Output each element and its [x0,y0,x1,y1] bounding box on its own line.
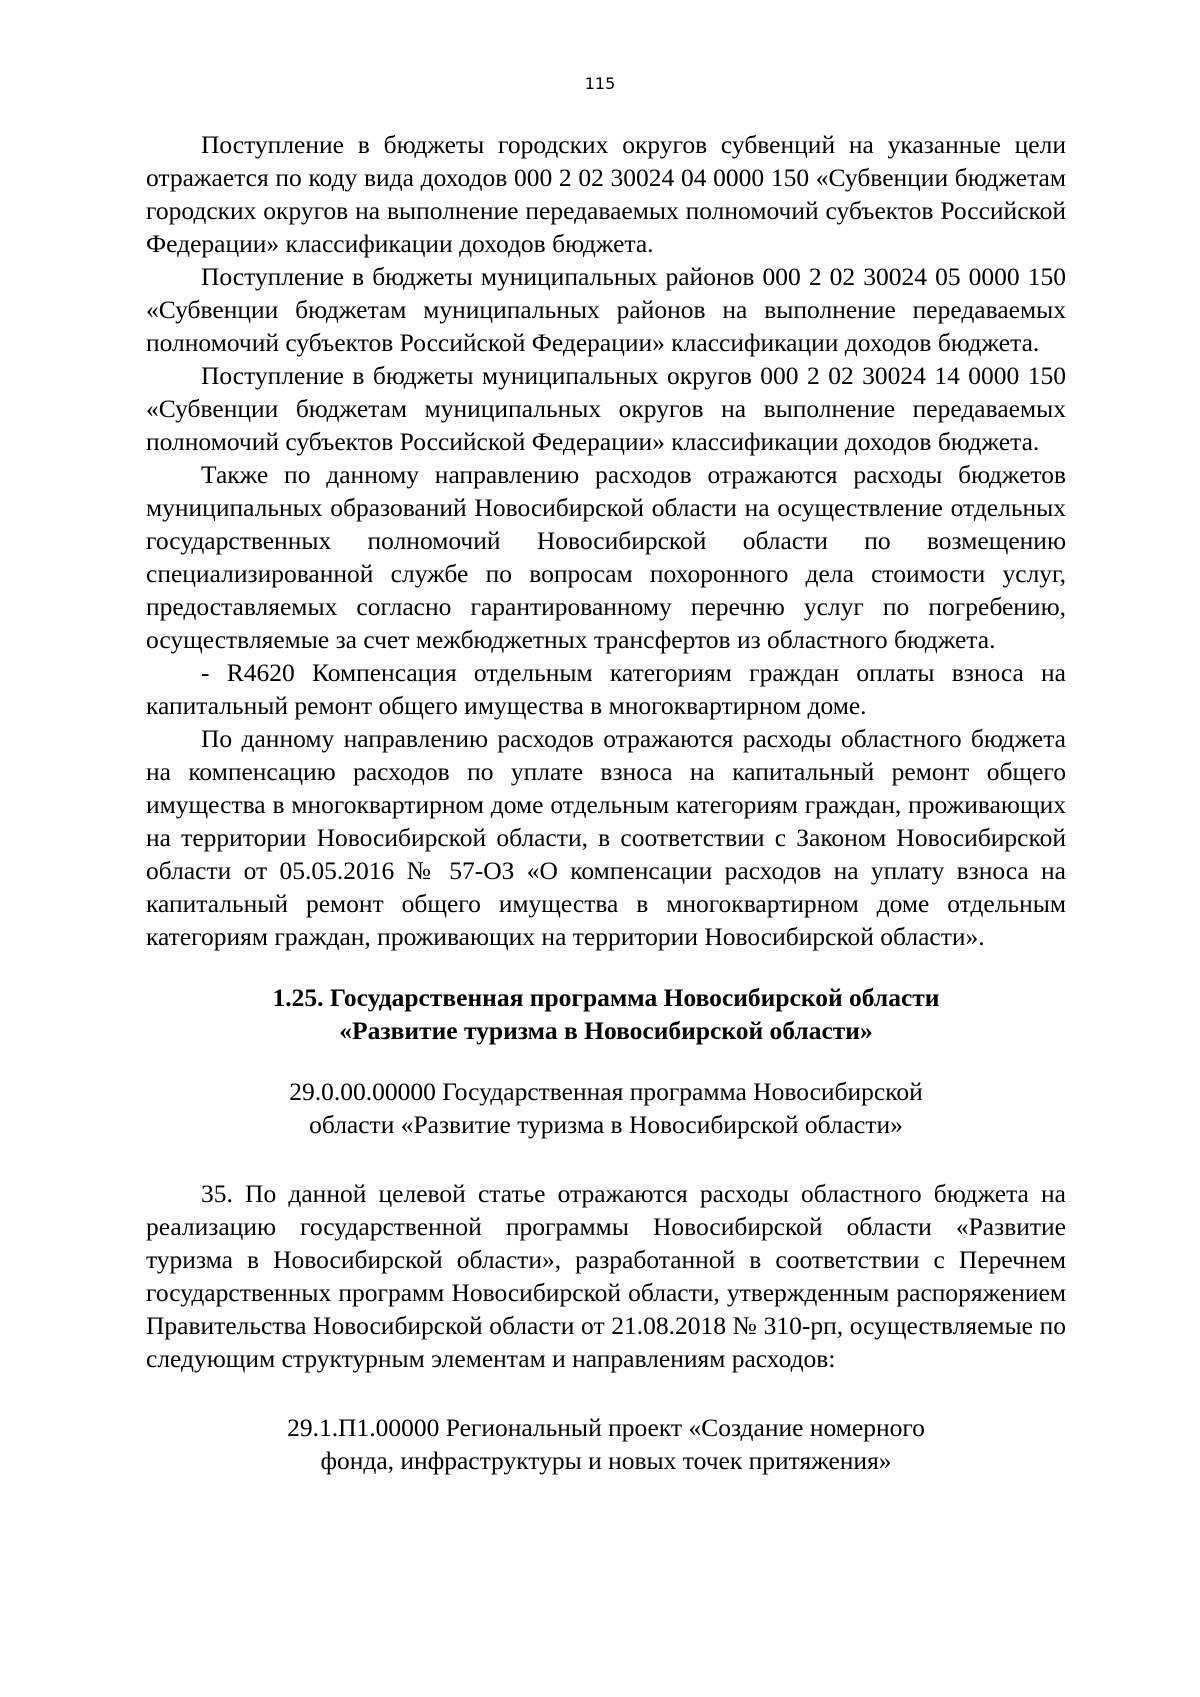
document-body [146,128,1066,1477]
program-code-heading-line1: 29.0.00.00000 Государственная программа Новосибирской [289,1077,923,1106]
paragraph-35: 35. По данной целевой статье отражаются расходы областного бюджета на реализацию государственной программы Новосибирской области «Развитие туризма в Новосибирской области», разработанной в соответствии с Перечнем государственных программ Новосибирской области, утвержденным распоряжением Правительства Новосибирской области от 21.08.2018 № 310-рп, осуществляемые по следующим структурным элементам и направлениям расходов: [146,1179,1066,1373]
paragraph-r4620: - R4620 Компенсация отдельным категориям граждан оплаты взноса на капитальный ремонт общего имущества в многоквартирном доме. [146,658,1066,720]
program-code-heading [146,1075,1066,1141]
section-heading-line1: 1.25. Государственная программа Новосибирской области [272,983,940,1012]
paragraph-municipal-districts: Поступление в бюджеты муниципальных районов 000 2 02 30024 05 0000 150 «Субвенции бюджетам муниципальных районов на выполнение передаваемых полномочий субъектов Российской Федерации» классификации доходов бюджета. [146,262,1066,357]
page-number: 115 [584,74,616,93]
project-heading-line2: фонда, инфраструктуры и новых точек притяжения» [320,1446,892,1475]
section-heading [146,981,1066,1047]
section-heading-line2: «Развитие туризма в Новосибирской области» [339,1016,873,1045]
paragraph-municipal-okrugs: Поступление в бюджеты муниципальных округов 000 2 02 30024 14 0000 150 «Субвенции бюджетам муниципальных округов на выполнение передаваемых полномочий субъектов Российской Федерации» классификации доходов бюджета. [146,361,1066,456]
program-code-heading-line2: области «Развитие туризма в Новосибирской области» [309,1110,903,1139]
paragraph-funeral-services: Также по данному направлению расходов отражаются расходы бюджетов муниципальных образований Новосибирской области на осуществление отдельных государственных полномочий Новосибирской области по возмещению специализированной службе по вопросам похоронного дела стоимости услуг, предоставляемых согласно гарантированному перечню услуг по погребению, осуществляемые за счет межбюджетных трансфертов из областного бюджета. [146,460,1066,654]
project-heading [146,1411,1066,1477]
paragraph-city-districts: Поступление в бюджеты городских округов субвенций на указанные цели отражается по коду вида доходов 000 2 02 30024 04 0000 150 «Субвенции бюджетам городских округов на выполнение передаваемых полномочий субъектов Российской Федерации» классификации доходов бюджета. [146,130,1066,258]
paragraph-compensation: По данному направлению расходов отражаются расходы областного бюджета на компенсацию расходов по уплате взноса на капитальный ремонт общего имущества в многоквартирном доме отдельным категориям граждан, проживающих на территории Новосибирской области, в соответствии с Законом Новосибирской области от 05.05.2016 № 57-ОЗ «О компенсации расходов на уплату взноса на капитальный ремонт общего имущества в многоквартирном доме отдельным категориям граждан, проживающих на территории Новосибирской области». [146,724,1066,951]
project-heading-line1: 29.1.П1.00000 Региональный проект «Создание номерного [287,1413,925,1442]
